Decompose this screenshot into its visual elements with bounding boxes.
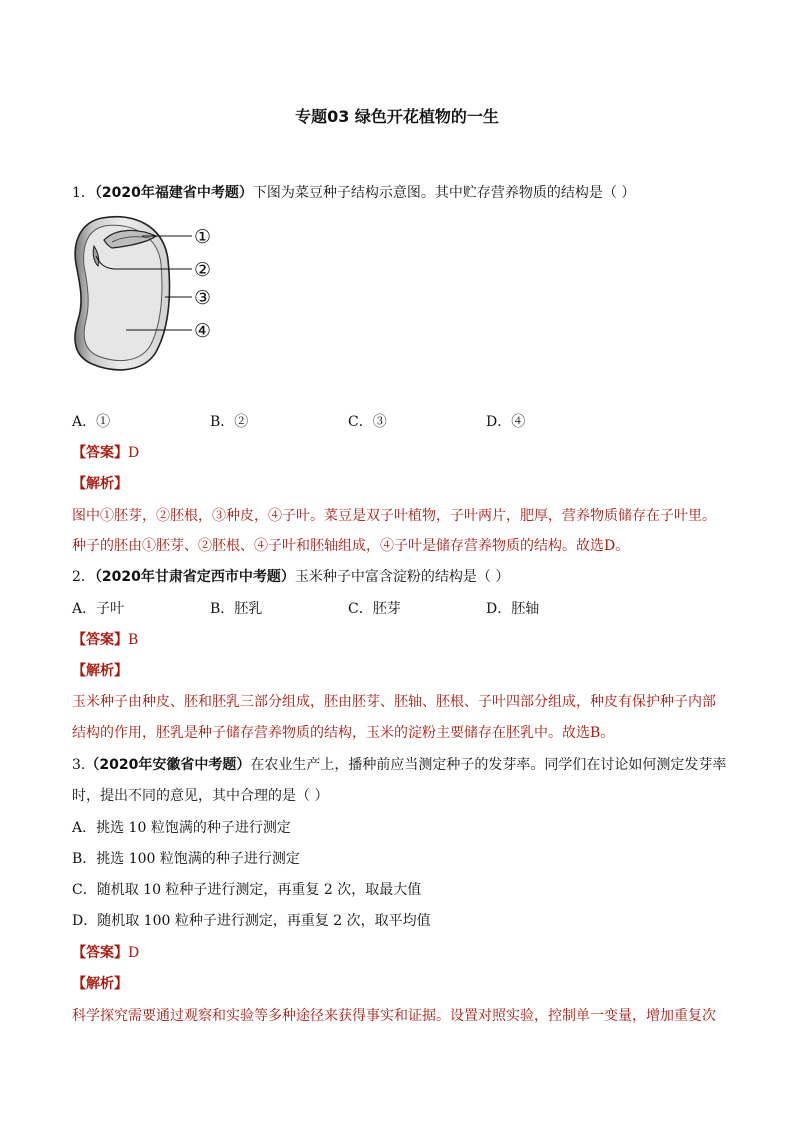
figure-label-1: ① — [194, 226, 212, 248]
question-2-analysis-line-1: 玉米种子由种皮、胚和胚乳三部分组成，胚由胚芽、胚轴、胚根、子叶四部分组成，种皮有保护种子内部 — [72, 694, 716, 710]
question-2-number: 2． — [72, 569, 95, 585]
question-1-analysis-line-1: 图中①胚芽，②胚根，③种皮，④子叶。菜豆是双子叶植物，子叶两片，肥厚，营养物质储存在子叶里。 — [72, 508, 716, 524]
question-2-option-a: A．子叶 — [72, 601, 125, 617]
question-1-text: 下图为菜豆种子结构示意图。其中贮存营养物质的结构是（ ） — [252, 185, 636, 201]
question-3-option-d: D．随机取 100 粒种子进行测定，再重复 2 次，取平均值 — [72, 913, 431, 929]
question-2-source: （2020年甘肃省定西市中考题） — [94, 569, 295, 585]
question-1-option-d: D．④ — [486, 414, 526, 430]
figure-label-3: ③ — [194, 287, 212, 309]
question-3-option-c: C．随机取 10 粒种子进行测定，再重复 2 次，取最大值 — [72, 882, 422, 898]
question-3-analysis-line-1: 科学探究需要通过观察和实验等多种途径来获得事实和证据。设置对照实验，控制单一变量，增加重复次 — [72, 1008, 716, 1024]
question-1-option-a: A．① — [72, 414, 111, 430]
question-2-answer — [72, 630, 732, 650]
question-3-analysis-tag: 【解析】 — [72, 976, 128, 992]
figure-label-2: ② — [194, 259, 212, 281]
answer-value: D — [128, 445, 140, 461]
question-3-stem-line-1 — [72, 755, 732, 775]
question-2-analysis-line-2: 结构的作用，胚乳是种子储存营养物质的结构，玉米的淀粉主要储存在胚乳中。故选B。 — [72, 725, 615, 741]
figure-label-4: ④ — [194, 320, 212, 342]
question-2-analysis-tag: 【解析】 — [72, 663, 128, 679]
question-3-stem-line-2: 时，提出不同的意见，其中合理的是（ ） — [72, 788, 329, 804]
question-2-option-c: C．胚芽 — [348, 601, 401, 617]
question-3-number: 3. — [72, 757, 86, 773]
question-1-option-c: C．③ — [348, 414, 387, 430]
bean-seed-figure — [64, 212, 224, 376]
answer-tag: 【答案】 — [72, 445, 128, 461]
answer-value: D — [128, 945, 140, 961]
question-1-analysis-line-2: 种子的胚由①胚芽、②胚根、④子叶和胚轴组成，④子叶是储存营养物质的结构。故选D。 — [72, 538, 630, 554]
answer-tag: 【答案】 — [72, 632, 128, 648]
question-3-option-a: A．挑选 10 粒饱满的种子进行测定 — [72, 820, 291, 836]
question-2-text: 玉米种子中富含淀粉的结构是（ ） — [294, 569, 510, 585]
page-title: 专题03 绿色开花植物的一生 — [295, 107, 499, 126]
bean-seed-diagram — [64, 212, 224, 376]
question-1-option-b: B．② — [210, 414, 249, 430]
question-1-stem — [72, 183, 732, 203]
question-3-answer — [72, 943, 732, 963]
question-2-stem — [72, 567, 732, 587]
question-3-option-b: B．挑选 100 粒饱满的种子进行测定 — [72, 851, 300, 867]
answer-value: B — [128, 632, 139, 648]
question-2-option-b: B．胚乳 — [210, 601, 263, 617]
question-1-number: 1． — [72, 185, 95, 201]
answer-tag: 【答案】 — [72, 945, 128, 961]
question-1-analysis-tag: 【解析】 — [72, 476, 128, 492]
question-2-option-d: D．胚轴 — [486, 601, 540, 617]
question-1-answer — [72, 443, 732, 463]
question-1-source: （2020年福建省中考题） — [94, 185, 253, 201]
question-3-text-1: 在农业生产上，播种前应当测定种子的发芽率。同学们在讨论如何测定发芽率 — [250, 757, 727, 773]
question-3-source: （2020年安徽省中考题） — [85, 757, 251, 773]
